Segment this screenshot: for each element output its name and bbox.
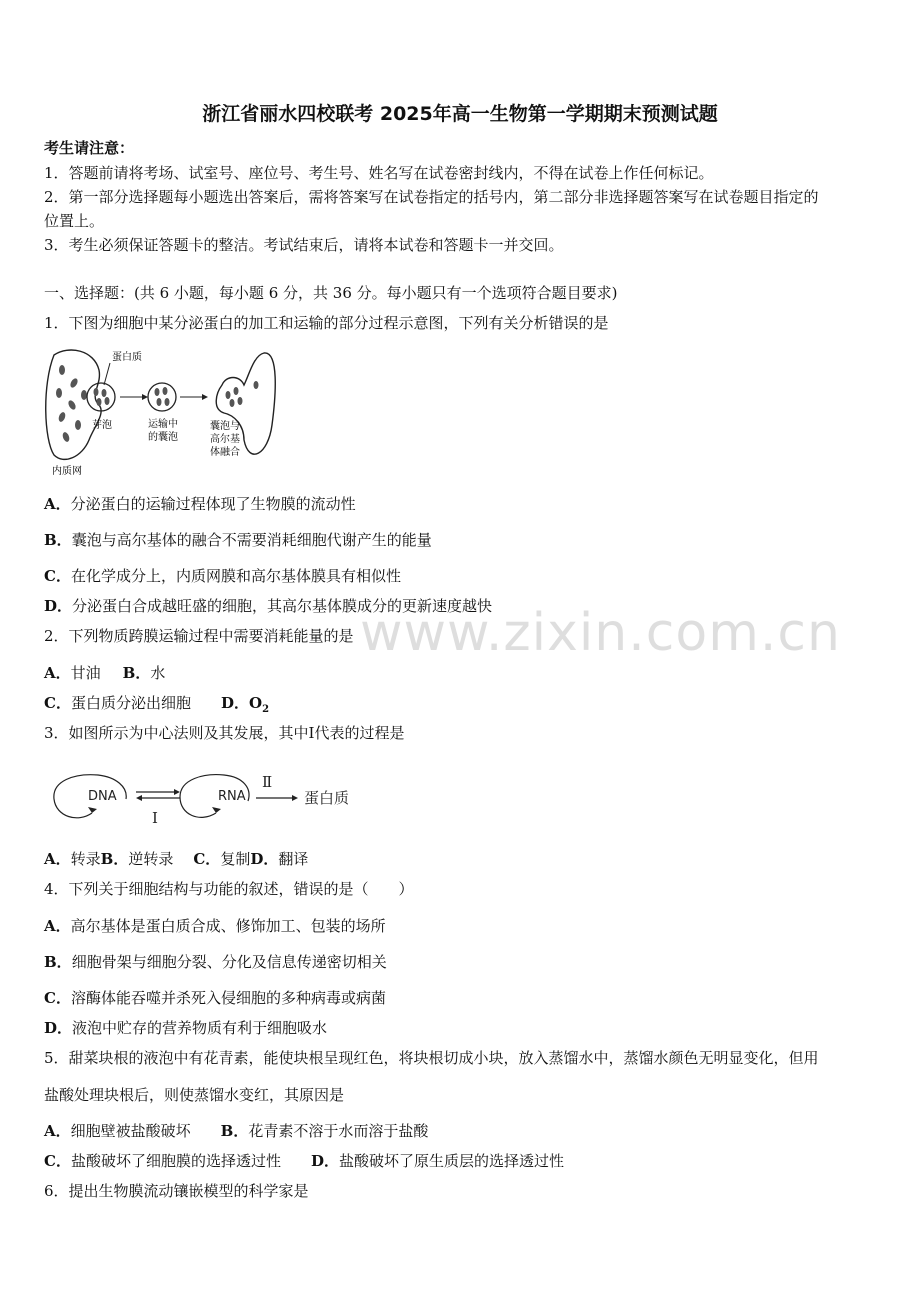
q5-options-cd: C．盐酸破坏了细胞膜的选择透过性 D．盐酸破坏了原生质层的选择透过性: [44, 1152, 564, 1170]
q4-stem: 4．下列关于细胞结构与功能的叙述，错误的是（ ）: [44, 880, 414, 898]
q1-figure: [44, 345, 284, 480]
dna-label: DNA: [88, 789, 117, 804]
label-protein: 蛋白质: [112, 352, 142, 363]
watermark: www.zixin.com.cn: [360, 603, 841, 663]
q2-stem: 2．下列物质跨膜运输过程中需要消耗能量的是: [44, 627, 354, 645]
q6-stem: 6．提出生物膜流动镶嵌模型的科学家是: [44, 1182, 309, 1200]
q3-figure: [48, 765, 368, 835]
q2-options-ab: A．甘油 B．水: [44, 664, 166, 682]
q1-stem: 1．下图为细胞中某分泌蛋白的加工和运输的部分过程示意图，下列有关分析错误的是: [44, 314, 609, 332]
notice-item-3: 3．考生必须保证答题卡的整洁。考试结束后，请将本试卷和答题卡一并交回。: [44, 236, 564, 254]
q2-options-cd: C．蛋白质分泌出细胞 D．$O_2$: [44, 694, 270, 715]
q1-option-b: B．囊泡与高尔基体的融合不需要消耗细胞代谢产生的能量: [44, 531, 432, 549]
label-fuse-1: 囊泡与: [210, 421, 240, 432]
bud-vesicle: [87, 383, 115, 411]
q1-option-c: C．在化学成分上，内质网膜和高尔基体膜具有相似性: [44, 567, 401, 585]
label-bud: 芽泡: [92, 420, 112, 431]
notice-item-1: 1．答题前请将考场、试室号、座位号、考生号、姓名写在试卷密封线内，不得在试卷上作任何标记。: [44, 164, 714, 182]
label-fuse-3: 体融合: [210, 447, 240, 458]
label-vesicle-1: 运输中: [148, 419, 178, 430]
q4-option-b: B．细胞骨架与细胞分裂、分化及信息传递密切相关: [44, 953, 387, 971]
notice-item-2-cont: 位置上。: [44, 212, 105, 230]
q4-option-d: D．液泡中贮存的营养物质有利于细胞吸水: [44, 1019, 328, 1037]
q1-option-d: D．分泌蛋白合成越旺盛的细胞，其高尔基体膜成分的更新速度越快: [44, 597, 493, 615]
label-er: 内质网: [52, 466, 82, 477]
q5-stem-1: 5．甜菜块根的液泡中有花青素，能使块根呈现红色，将块根切成小块，放入蒸馏水中，蒸馏水颜色无明显变化，但用: [44, 1049, 819, 1067]
label-fuse-2: 高尔基: [210, 434, 240, 445]
rna-label: RNA: [218, 789, 246, 804]
notice-item-2: 2．第一部分选择题每小题选出答案后，需将答案写在试卷指定的括号内，第二部分非选择题答案写在试卷题目指定的: [44, 188, 819, 206]
q3-options: A．转录B．逆转录 C．复制D．翻译: [44, 850, 309, 868]
section-heading: 一、选择题：(共 6 小题，每小题 6 分，共 36 分。每小题只有一个选项符合题目要求): [44, 284, 618, 302]
q1-option-a: A．分泌蛋白的运输过程体现了生物膜的流动性: [44, 495, 356, 513]
transport-vesicle: [148, 383, 176, 411]
q5-stem-2: 盐酸处理块根后，则使蒸馏水变红，其原因是: [44, 1086, 345, 1104]
roman-2: Ⅱ: [262, 773, 273, 791]
label-vesicle-2: 的囊泡: [148, 432, 178, 443]
page-title: 浙江省丽水四校联考 2025年高一生物第一学期期末预测试题: [202, 103, 718, 125]
q4-option-a: A．高尔基体是蛋白质合成、修饰加工、包装的场所: [44, 917, 386, 935]
q4-option-c: C．溶酶体能吞噬并杀死入侵细胞的多种病毒或病菌: [44, 989, 386, 1007]
protein-label: 蛋白质: [304, 789, 350, 807]
q3-stem: 3．如图所示为中心法则及其发展，其中Ⅰ代表的过程是: [44, 724, 405, 742]
notice-heading: 考生请注意：: [44, 139, 135, 157]
q5-options-ab: A．细胞壁被盐酸破坏 B．花青素不溶于水而溶于盐酸: [44, 1122, 429, 1140]
roman-1: Ⅰ: [152, 809, 158, 827]
